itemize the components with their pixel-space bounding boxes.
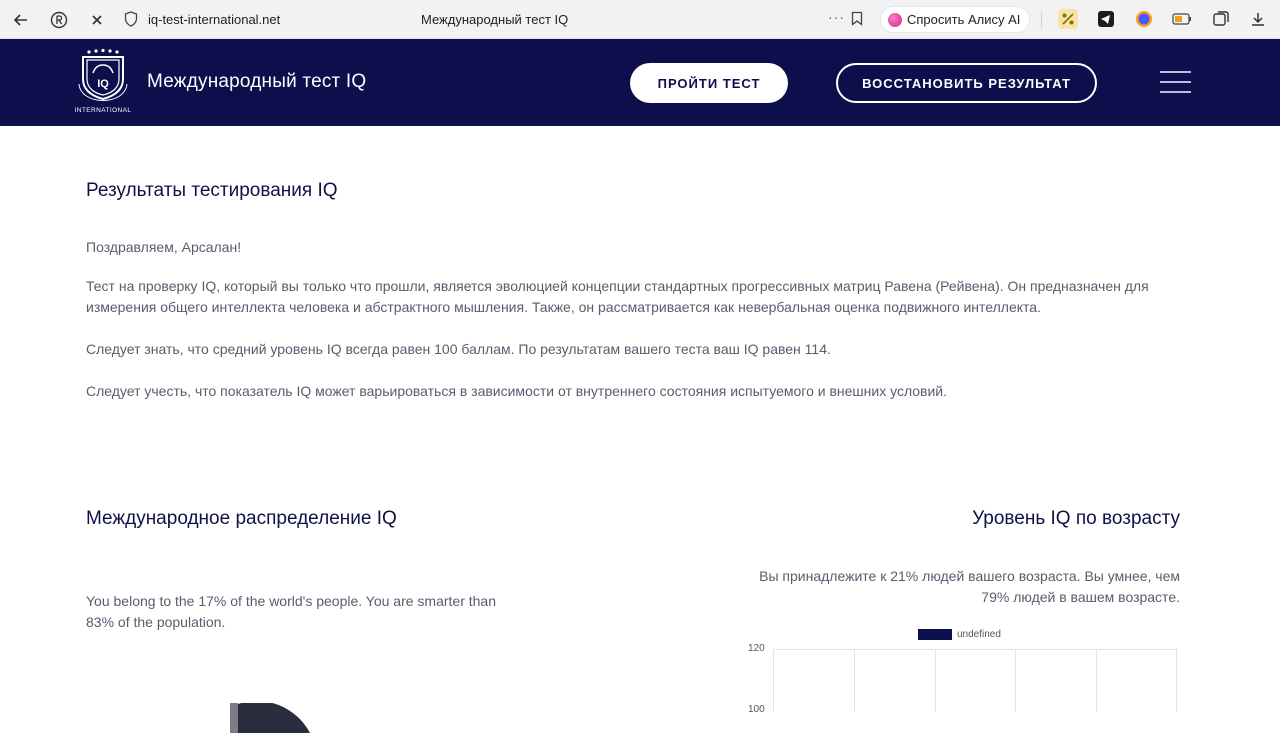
pie-slice bbox=[238, 703, 310, 733]
iq-international-logo[interactable] bbox=[75, 48, 131, 120]
alice-icon bbox=[888, 13, 902, 27]
downloads-icon[interactable] bbox=[1248, 9, 1268, 29]
back-icon[interactable] bbox=[11, 10, 31, 30]
y-tick-label: 100 bbox=[748, 704, 765, 715]
age-heading: Уровень IQ по возрасту bbox=[972, 508, 1180, 529]
results-paragraph-3: Следует учесть, что показатель IQ может варьироваться в зависимости от внутреннего состояния испытуемого и внешних условий. bbox=[86, 383, 948, 399]
pie-slice-marker bbox=[230, 703, 238, 733]
chart-gridline bbox=[1096, 650, 1097, 711]
chart-legend-label[interactable]: undefined bbox=[957, 629, 1001, 640]
distribution-text-2: 83% of the population. bbox=[86, 614, 226, 630]
ask-alice-label: Спросить Алису AI bbox=[907, 12, 1021, 27]
ask-alice-button[interactable] bbox=[880, 6, 1030, 33]
results-paragraph-2: Следует знать, что средний уровень IQ всегда равен 100 баллам. По результатам вашего теста ваш IQ равен 114. bbox=[86, 341, 831, 357]
toolbar-divider bbox=[1041, 12, 1042, 28]
address-bar[interactable]: iq-test-international.net bbox=[148, 12, 281, 27]
site-header bbox=[0, 39, 1280, 126]
results-paragraph-1a: Тест на проверку IQ, который вы только что прошли, является эволюцией концепции стандартных прогрессивных матриц Равена (Рейвена). Он предназначен для bbox=[86, 278, 1149, 294]
more-icon[interactable]: ··· bbox=[828, 9, 845, 25]
chart-gridline bbox=[935, 650, 936, 711]
distribution-text-1: You belong to the 17% of the world's people. You are smarter than bbox=[86, 593, 496, 609]
chart-gridline bbox=[854, 650, 855, 711]
age-text-2: 79% людей в вашем возрасте. bbox=[981, 589, 1180, 605]
tab-title: Международный тест IQ bbox=[421, 12, 569, 27]
greeting-text: Поздравляем, Арсалан! bbox=[86, 239, 242, 255]
close-icon[interactable] bbox=[87, 10, 107, 30]
discount-extension-icon[interactable] bbox=[1058, 9, 1078, 29]
shield-icon[interactable] bbox=[124, 11, 138, 32]
tabs-icon[interactable] bbox=[1211, 9, 1231, 29]
site-title[interactable]: Международный тест IQ bbox=[147, 71, 367, 92]
browser-extension-icon[interactable] bbox=[1134, 9, 1154, 29]
battery-icon[interactable] bbox=[1172, 9, 1192, 29]
chart-gridline bbox=[1176, 650, 1177, 711]
logo-ring-text: INTERNATIONAL bbox=[75, 107, 131, 114]
distribution-heading: Международное распределение IQ bbox=[86, 508, 397, 529]
chart-gridline bbox=[773, 649, 1177, 650]
chart-gridline bbox=[1015, 650, 1016, 711]
yandex-icon[interactable] bbox=[49, 10, 69, 30]
distribution-pie-chart bbox=[190, 703, 310, 733]
results-paragraph-1b: измерения общего интеллекта человека и абстрактного мышления. Также, он рассматривается как невербальная оценка подвижного интеллекта. bbox=[86, 299, 1041, 315]
take-test-button[interactable]: ПРОЙТИ ТЕСТ bbox=[630, 63, 788, 103]
menu-icon[interactable] bbox=[1160, 71, 1191, 95]
y-tick-label: 120 bbox=[748, 643, 765, 654]
chart-gridline bbox=[773, 650, 774, 711]
bookmark-icon[interactable] bbox=[851, 11, 863, 31]
age-text-1: Вы принадлежите к 21% людей вашего возраста. Вы умнее, чем bbox=[759, 568, 1180, 584]
telegram-extension-icon[interactable] bbox=[1096, 9, 1116, 29]
chart-legend-swatch[interactable] bbox=[918, 629, 952, 640]
logo-iq-text: IQ bbox=[97, 78, 109, 90]
restore-result-button[interactable]: ВОССТАНОВИТЬ РЕЗУЛЬТАТ bbox=[836, 63, 1097, 103]
browser-toolbar bbox=[0, 0, 1280, 39]
results-heading: Результаты тестирования IQ bbox=[86, 180, 338, 201]
